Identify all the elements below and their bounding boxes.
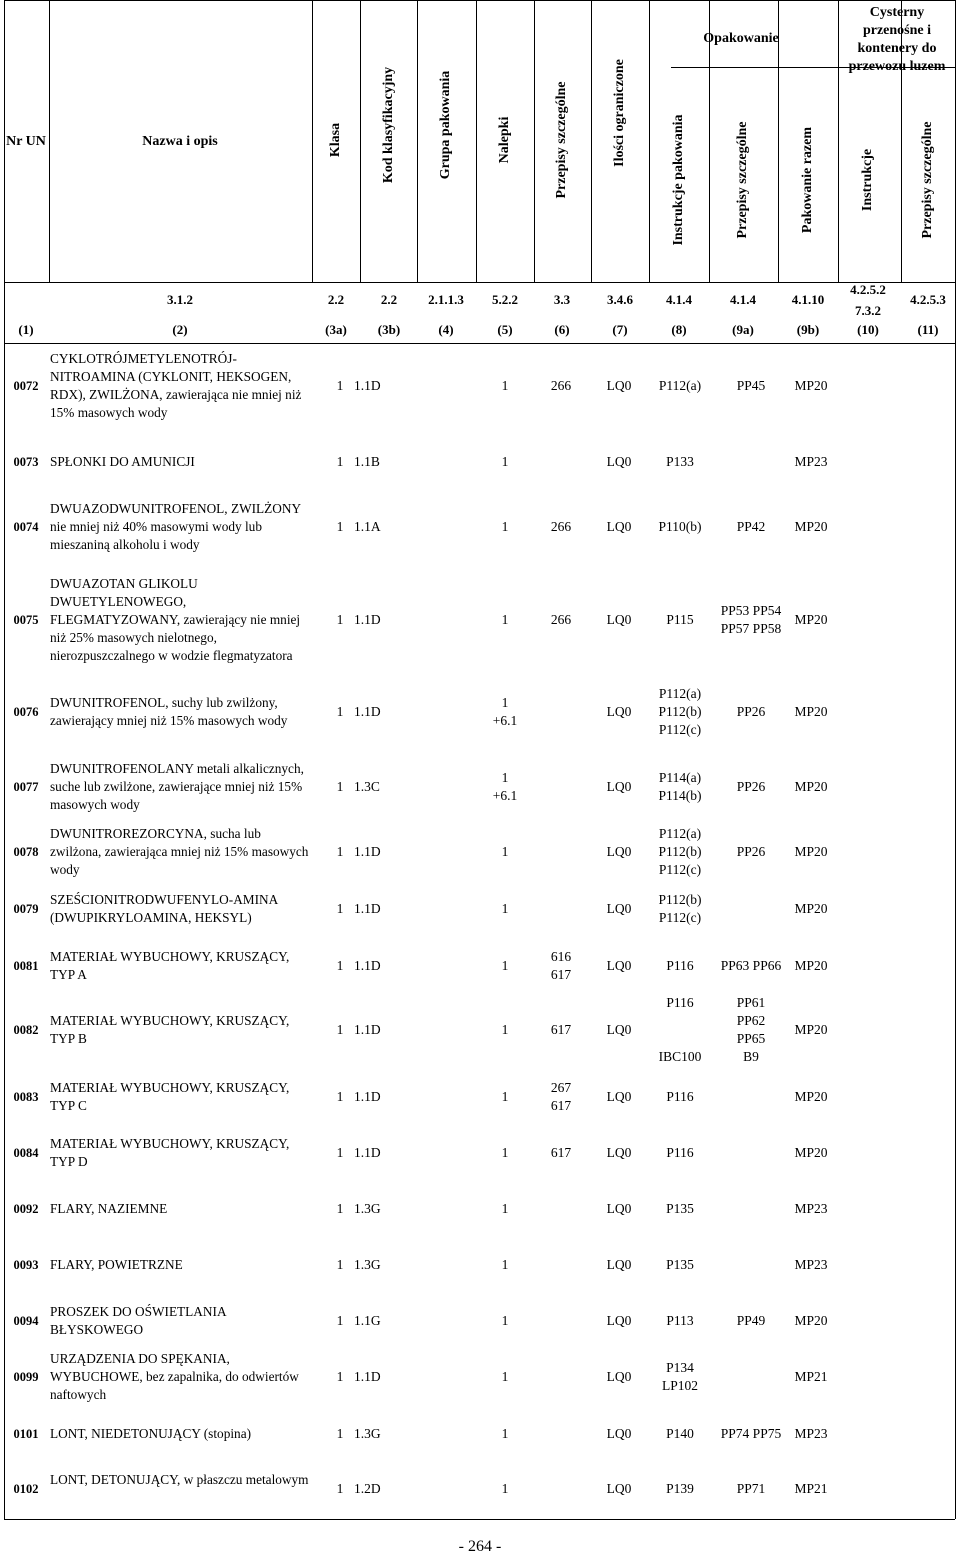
row-name: DWUNITROFENOL, suchy lub zwilżony, zawierający mniej niż 15% masowych wody — [50, 695, 288, 728]
column-number: (9b) — [796, 322, 820, 337]
row-cysterny: MP20 — [794, 612, 828, 627]
row-kod: 1.3G — [354, 1257, 381, 1272]
row-klasa: 1 — [336, 1426, 344, 1441]
row-instrukcje: P112(a) — [658, 826, 702, 841]
page-number: - 264 - — [458, 1538, 502, 1555]
row-kod: 1.1D — [354, 704, 381, 719]
row-un-number: 0073 — [13, 455, 39, 469]
row-ilosci: LQ0 — [606, 1369, 632, 1384]
row-nalepki: 1 — [501, 1313, 509, 1328]
column-divider — [49, 0, 50, 282]
header-klasa: Klasa — [328, 122, 343, 158]
row-nalepki: 1 — [501, 454, 509, 469]
column-number: (10) — [857, 322, 879, 337]
row-instrukcje: P112(b) — [658, 844, 702, 859]
column-divider — [360, 0, 361, 282]
row-instrukcje: P112(c) — [658, 910, 702, 925]
ref-cell: 3.1.2 — [167, 292, 193, 307]
row-nalepki: 1 — [501, 378, 509, 393]
row-un-number: 0093 — [13, 1258, 39, 1272]
row-name: URZĄDZENIA DO SPĘKANIA, WYBUCHOWE, bez zapalnika, do odwiertów naftowych — [50, 1351, 299, 1402]
column-number: (3b) — [377, 322, 401, 337]
row-pakowanie-razem: PP49 — [736, 1313, 766, 1328]
row-cysterny: MP23 — [794, 454, 828, 469]
row-nalepki: 1 — [501, 695, 509, 710]
row-instrukcje: P112(a) — [658, 686, 702, 701]
row-ilosci: LQ0 — [606, 1481, 632, 1496]
row-name: LONT, NIEDETONUJĄCY (stopina) — [50, 1426, 252, 1441]
header-przepisy1: Przepisy szczególne — [554, 81, 569, 199]
row-un-number: 0092 — [13, 1202, 39, 1216]
row-ilosci: LQ0 — [606, 844, 632, 859]
row-instrukcje: P140 — [666, 1426, 694, 1441]
row-kod: 1.1A — [354, 519, 381, 534]
row-cysterny: MP20 — [794, 704, 828, 719]
row-klasa: 1 — [336, 1022, 344, 1037]
row-cysterny: MP23 — [794, 1257, 828, 1272]
row-name: MATERIAŁ WYBUCHOWY, KRUSZĄCY, TYP A — [50, 949, 290, 982]
ref-cell: 4.2.5.3 — [910, 292, 946, 307]
row-instrukcje: P113 — [666, 1313, 694, 1328]
column-divider — [649, 0, 650, 282]
row-kod: 1.1D — [354, 958, 381, 973]
row-name: DWUAZOTAN GLIKOLU DWUETYLENOWEGO, FLEGMATYZOWANY, zawierający nie mniej niż 25% masowych nielotnego, nierozpuszczalnego w wodzie flegmatyzatora — [50, 576, 301, 663]
row-un-number: 0077 — [13, 780, 39, 794]
row-instrukcje: P135 — [666, 1257, 694, 1272]
row-klasa: 1 — [336, 378, 344, 393]
row-ilosci: LQ0 — [606, 519, 632, 534]
row-ilosci: LQ0 — [606, 1201, 632, 1216]
row-ilosci: LQ0 — [606, 1022, 632, 1037]
row-pakowanie-razem: PP45 — [736, 378, 766, 393]
row-kod: 1.1D — [354, 901, 381, 916]
header-kod: Kod klasyfikacyjny — [381, 66, 396, 184]
row-un-number: 0084 — [13, 1146, 39, 1160]
row-pakowanie-razem: PP65 — [736, 1031, 766, 1046]
header-instrukcje-pak: Instrukcje pakowania — [671, 114, 686, 246]
header-cysterny: Cysterny przenośne i kontenery do przewozu luzem — [848, 5, 946, 74]
row-instrukcje: P110(b) — [658, 519, 702, 534]
header-name: Nazwa i opis — [142, 134, 218, 149]
header-nr-un: Nr UN — [6, 134, 46, 149]
column-number: (11) — [917, 322, 939, 337]
row-instrukcje: P112(c) — [658, 862, 702, 877]
ref-cell: 3.3 — [553, 292, 571, 307]
row-name: MATERIAŁ WYBUCHOWY, KRUSZĄCY, TYP C — [50, 1080, 290, 1113]
row-instrukcje: P112(c) — [658, 722, 702, 737]
row-klasa: 1 — [336, 1145, 344, 1160]
row-nalepki: 1 — [501, 519, 509, 534]
column-number: (5) — [497, 322, 513, 337]
row-przepisy: 617 — [550, 1145, 572, 1160]
ref-cell: 2.1.1.3 — [428, 292, 464, 307]
row-kod: 1.3C — [354, 779, 380, 794]
row-instrukcje: P112(b) — [658, 892, 702, 907]
row-kod: 1.1D — [354, 1145, 381, 1160]
row-klasa: 1 — [336, 1089, 344, 1104]
row-cysterny: MP20 — [794, 1313, 828, 1328]
row-cysterny: MP20 — [794, 844, 828, 859]
row-nalepki: 1 — [501, 1481, 509, 1496]
row-nalepki: 1 — [501, 1145, 509, 1160]
row-nalepki: 1 — [501, 1022, 509, 1037]
row-name: LONT, DETONUJĄCY, w płaszczu metalowym — [50, 1472, 309, 1487]
row-un-number: 0075 — [13, 613, 39, 627]
column-divider — [838, 0, 839, 282]
row-instrukcje: P116 — [666, 995, 694, 1010]
row-cysterny: MP20 — [794, 1022, 828, 1037]
row-pakowanie-razem: PP26 — [736, 844, 766, 859]
row-klasa: 1 — [336, 958, 344, 973]
row-ilosci: LQ0 — [606, 1145, 632, 1160]
header-instrukcje: Instrukcje — [860, 148, 875, 212]
row-un-number: 0072 — [13, 379, 39, 393]
row-przepisy: 266 — [550, 612, 572, 627]
row-cysterny: MP20 — [794, 1089, 828, 1104]
row-pakowanie-razem: PP62 — [736, 1013, 766, 1028]
row-un-number: 0102 — [13, 1482, 39, 1496]
column-number: (7) — [612, 322, 628, 337]
header-opakowanie: Opakowanie — [703, 31, 779, 46]
row-instrukcje: P114(b) — [658, 788, 702, 803]
row-nalepki: +6.1 — [492, 713, 518, 728]
row-name: SZEŚCIONITRODWUFENYLO-AMINA (DWUPIKRYLOAMINA, HEKSYL) — [50, 892, 278, 925]
row-un-number: 0081 — [13, 959, 39, 973]
column-divider — [476, 0, 477, 282]
row-pakowanie-razem: PP26 — [736, 704, 766, 719]
ref-cell: 5.2.2 — [492, 292, 518, 307]
row-kod: 1.3G — [354, 1201, 381, 1216]
row-cysterny: MP20 — [794, 779, 828, 794]
column-number: (9a) — [732, 322, 754, 337]
row-nalepki: 1 — [501, 770, 509, 785]
row-instrukcje: P116 — [666, 1089, 694, 1104]
row-ilosci: LQ0 — [606, 958, 632, 973]
table-border-h — [4, 1519, 955, 1520]
ref-cell: 3.4.6 — [607, 292, 633, 307]
row-instrukcje: P112(b) — [658, 704, 702, 719]
row-przepisy: 266 — [550, 378, 572, 393]
row-pakowanie-razem: PP63 PP66 — [720, 958, 782, 973]
row-kod: 1.2D — [354, 1481, 381, 1496]
column-divider — [591, 0, 592, 282]
row-name: CYKLOTRÓJMETYLENOTRÓJ-NITROAMINA (CYKLONIT, HEKSOGEN, RDX), ZWILŻONA, zawierająca nie mniej niż 15% masowych wody — [50, 351, 302, 420]
ref-cell: 2.2 — [380, 292, 398, 307]
row-przepisy: 617 — [550, 967, 572, 982]
ref-cell: 2.2 — [327, 292, 345, 307]
row-ilosci: LQ0 — [606, 779, 632, 794]
table-border-v — [4, 0, 5, 1519]
row-klasa: 1 — [336, 704, 344, 719]
row-un-number: 0099 — [13, 1370, 39, 1384]
row-un-number: 0074 — [13, 520, 39, 534]
row-przepisy: 617 — [550, 1098, 572, 1113]
row-name: FLARY, POWIETRZNE — [50, 1257, 183, 1272]
column-number: (3a) — [325, 322, 347, 337]
ref-cell: 4.1.10 — [791, 292, 825, 307]
table-border-h — [4, 282, 955, 283]
row-klasa: 1 — [336, 454, 344, 469]
row-kod: 1.1D — [354, 1089, 381, 1104]
row-instrukcje: IBC100 — [658, 1049, 702, 1064]
ref-cell: 4.1.4 — [730, 292, 756, 307]
row-klasa: 1 — [336, 1257, 344, 1272]
row-przepisy: 266 — [550, 519, 572, 534]
column-number: (6) — [554, 322, 570, 337]
row-ilosci: LQ0 — [606, 1089, 632, 1104]
row-cysterny: MP20 — [794, 901, 828, 916]
row-name: DWUNITROFENOLANY metali alkalicznych, suche lub zwilżone, zawierające mniej niż 15% masowych wody — [50, 761, 304, 812]
column-number: (8) — [671, 322, 687, 337]
row-instrukcje: P115 — [666, 612, 694, 627]
row-pakowanie-razem: PP53 PP54 — [720, 603, 782, 618]
row-un-number: 0094 — [13, 1314, 39, 1328]
row-instrukcje: P135 — [666, 1201, 694, 1216]
column-number: (1) — [18, 322, 34, 337]
column-number: (4) — [438, 322, 454, 337]
row-instrukcje: P133 — [666, 454, 694, 469]
row-name: FLARY, NAZIEMNE — [50, 1201, 168, 1216]
row-ilosci: LQ0 — [606, 704, 632, 719]
row-name: MATERIAŁ WYBUCHOWY, KRUSZĄCY, TYP B — [50, 1013, 290, 1046]
ref-cell: 7.3.2 — [855, 303, 881, 318]
row-klasa: 1 — [336, 612, 344, 627]
row-un-number: 0082 — [13, 1023, 39, 1037]
row-nalepki: 1 — [501, 958, 509, 973]
row-un-number: 0079 — [13, 902, 39, 916]
row-instrukcje: P139 — [666, 1481, 694, 1496]
row-przepisy: 616 — [550, 949, 572, 964]
row-kod: 1.1G — [354, 1313, 381, 1328]
row-przepisy: 617 — [550, 1022, 572, 1037]
row-name: MATERIAŁ WYBUCHOWY, KRUSZĄCY, TYP D — [50, 1136, 290, 1169]
row-klasa: 1 — [336, 901, 344, 916]
row-nalepki: 1 — [501, 1201, 509, 1216]
row-kod: 1.1B — [354, 454, 380, 469]
row-ilosci: LQ0 — [606, 612, 632, 627]
row-cysterny: MP21 — [794, 1369, 828, 1384]
row-name: SPŁONKI DO AMUNICJI — [50, 454, 195, 469]
row-pakowanie-razem: PP42 — [736, 519, 766, 534]
header-przepisy2: Przepisy szczególne — [735, 121, 750, 239]
row-ilosci: LQ0 — [606, 454, 632, 469]
column-divider — [312, 0, 313, 282]
ref-cell: 4.1.4 — [666, 292, 692, 307]
row-pakowanie-razem: PP74 PP75 — [720, 1426, 782, 1441]
column-divider — [534, 0, 535, 282]
row-name: DWUAZODWUNITROFENOL, ZWILŻONY nie mniej niż 40% masowymi wody lub mieszaniną alkoholu i wody — [50, 501, 301, 552]
row-nalepki: 1 — [501, 612, 509, 627]
row-klasa: 1 — [336, 1313, 344, 1328]
row-ilosci: LQ0 — [606, 1257, 632, 1272]
row-cysterny: MP20 — [794, 519, 828, 534]
row-instrukcje: LP102 — [661, 1378, 699, 1393]
table-border-h — [4, 343, 955, 344]
header-nalepki: Nalepki — [497, 116, 512, 164]
row-klasa: 1 — [336, 1481, 344, 1496]
row-name: DWUNITROREZORCYNA, sucha lub zwilżona, zawierająca mniej niż 15% masowych wody — [50, 826, 309, 877]
row-instrukcje: P134 — [666, 1360, 694, 1375]
row-cysterny: MP20 — [794, 1145, 828, 1160]
row-instrukcje: P116 — [666, 1145, 694, 1160]
row-instrukcje: P114(a) — [658, 770, 702, 785]
header-ilosci: Ilości ograniczone — [612, 59, 627, 167]
row-pakowanie-razem: PP61 — [736, 995, 766, 1010]
row-instrukcje: P116 — [666, 958, 694, 973]
row-nalepki: 1 — [501, 1369, 509, 1384]
row-cysterny: MP23 — [794, 1426, 828, 1441]
row-pakowanie-razem: PP57 PP58 — [720, 621, 782, 636]
row-kod: 1.1D — [354, 1369, 381, 1384]
row-un-number: 0083 — [13, 1090, 39, 1104]
row-kod: 1.3G — [354, 1426, 381, 1441]
row-kod: 1.1D — [354, 378, 381, 393]
column-number: (2) — [172, 322, 188, 337]
row-un-number: 0078 — [13, 845, 39, 859]
row-ilosci: LQ0 — [606, 1426, 632, 1441]
row-nalepki: 1 — [501, 844, 509, 859]
table-border-v — [955, 0, 956, 1519]
row-klasa: 1 — [336, 519, 344, 534]
row-cysterny: MP23 — [794, 1201, 828, 1216]
row-kod: 1.1D — [354, 1022, 381, 1037]
header-grupa: Grupa pakowania — [438, 70, 453, 180]
row-klasa: 1 — [336, 1201, 344, 1216]
header-pakowanie-razem: Pakowanie razem — [800, 126, 815, 234]
row-ilosci: LQ0 — [606, 378, 632, 393]
row-pakowanie-razem: PP71 — [736, 1481, 766, 1496]
row-cysterny: MP21 — [794, 1481, 828, 1496]
table-border-h — [4, 0, 955, 1]
row-instrukcje: P112(a) — [658, 378, 702, 393]
row-nalepki: +6.1 — [492, 788, 518, 803]
row-un-number: 0101 — [13, 1427, 39, 1441]
row-nalepki: 1 — [501, 1426, 509, 1441]
row-pakowanie-razem: PP26 — [736, 779, 766, 794]
row-nalepki: 1 — [501, 901, 509, 916]
row-kod: 1.1D — [354, 844, 381, 859]
row-kod: 1.1D — [354, 612, 381, 627]
header-przepisy3: Przepisy szczególne — [920, 121, 935, 239]
row-name: PROSZEK DO OŚWIETLANIA BŁYSKOWEGO — [50, 1304, 226, 1337]
row-ilosci: LQ0 — [606, 1313, 632, 1328]
row-un-number: 0076 — [13, 705, 39, 719]
row-ilosci: LQ0 — [606, 901, 632, 916]
row-nalepki: 1 — [501, 1257, 509, 1272]
row-klasa: 1 — [336, 779, 344, 794]
row-przepisy: 267 — [550, 1080, 572, 1095]
column-divider — [417, 0, 418, 282]
row-klasa: 1 — [336, 1369, 344, 1384]
row-nalepki: 1 — [501, 1089, 509, 1104]
row-pakowanie-razem: B9 — [743, 1049, 759, 1064]
ref-cell: 4.2.5.2 — [850, 282, 886, 297]
row-cysterny: MP20 — [794, 958, 828, 973]
row-klasa: 1 — [336, 844, 344, 859]
row-cysterny: MP20 — [794, 378, 828, 393]
